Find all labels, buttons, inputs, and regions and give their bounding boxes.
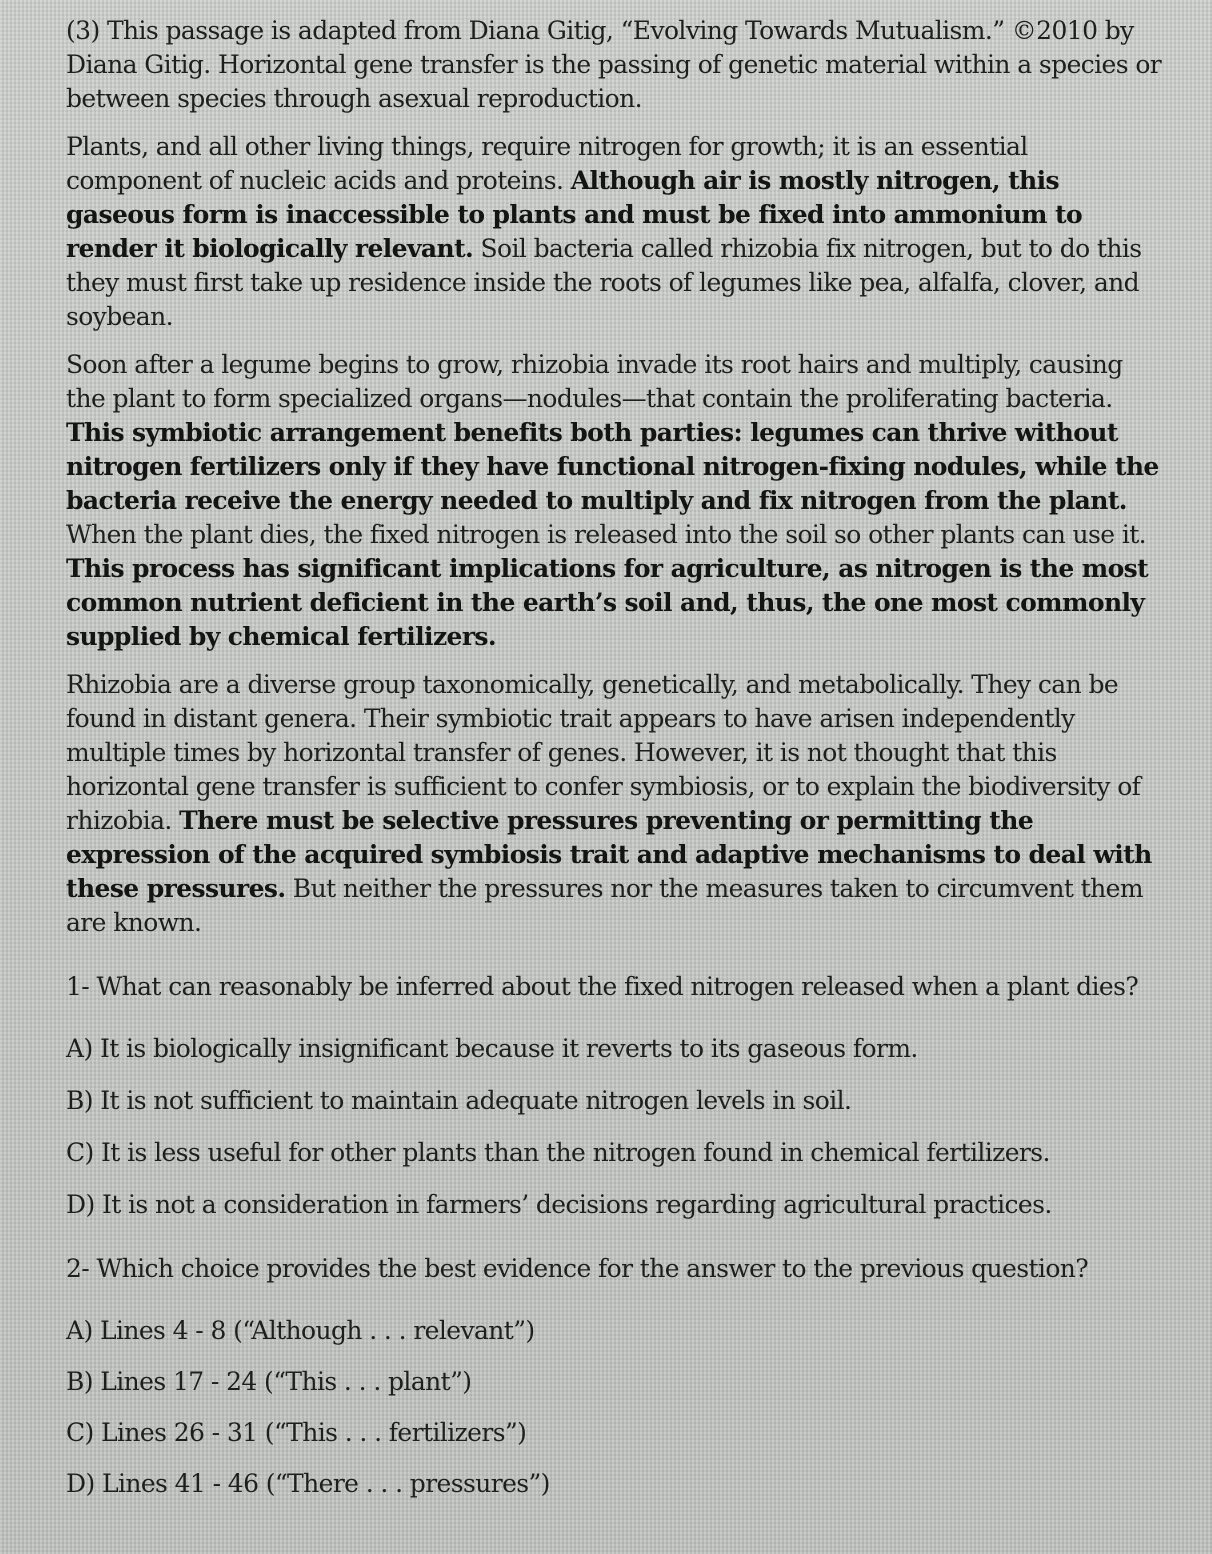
question-2-choice-c[interactable]: C) Lines 26 - 31 (“This . . . fertilizers”)	[66, 1418, 527, 1447]
passage-text-span: When the plant dies, the fixed nitrogen is released into the soil so other plants can use it.	[66, 520, 1147, 549]
question-2-prompt: 2- Which choice provides the best evidence for the answer to the previous question?	[66, 1254, 1089, 1283]
passage-bold-span: This process has significant implications for agriculture, as nitrogen is the most common nutrient deficient in the earth’s soil and, thus, the one most commonly supplied by chemical fertilizers.	[66, 554, 1149, 651]
passage-text-span: But neither the pressures nor the measures taken to circumvent them are known.	[66, 874, 1143, 937]
passage-intro: (3) This passage is adapted from Diana Gitig, “Evolving Towards Mutualism.” ©2010 by Diana Gitig. Horizontal gene transfer is the passing of genetic material within a species or between species through asexual reproduction.	[66, 16, 1162, 113]
passage-bold-span: Although air is mostly nitrogen, this gaseous form is inaccessible to plants and must be fixed into ammonium to render it biologically relevant.	[66, 166, 1083, 263]
question-1-choice-d[interactable]: D) It is not a consideration in farmers’ decisions regarding agricultural practices.	[66, 1190, 1052, 1219]
passage-text-span: Soil bacteria called rhizobia fix nitrogen, but to do this they must first take up residence inside the roots of legumes like pea, alfalfa, clover, and soybean.	[66, 234, 1142, 331]
passage-text-span: Soon after a legume begins to grow, rhizobia invade its root hairs and multiply, causing the plant to form specialized organs—nodules—that contain the proliferating bacteria.	[66, 350, 1123, 413]
question-1-choice-b[interactable]: B) It is not sufficient to maintain adequate nitrogen levels in soil.	[66, 1086, 852, 1115]
question-1-prompt: 1- What can reasonably be inferred about the fixed nitrogen released when a plant dies?	[66, 972, 1139, 1001]
passage-paragraph-3	[66, 668, 1162, 940]
passage-paragraph-2	[66, 348, 1162, 654]
passage-bold-span: There must be selective pressures preventing or permitting the expression of the acquired symbiosis trait and adaptive mechanisms to deal with these pressures.	[66, 806, 1152, 903]
question-1-choice-c[interactable]: C) It is less useful for other plants than the nitrogen found in chemical fertilizers.	[66, 1138, 1050, 1167]
passage-bold-span: This symbiotic arrangement benefits both parties: legumes can thrive without nitrogen fertilizers only if they have functional nitrogen-fixing nodules, while the bacteria receive the energy needed to multiply and fix nitrogen from the plant.	[66, 418, 1159, 515]
passage-text-span: Rhizobia are a diverse group taxonomically, genetically, and metabolically. They can be found in distant genera. Their symbiotic trait appears to have arisen independently multiple times by horizontal transfer of genes. However, it is not thought that this horizontal gene transfer is sufficient to confer symbiosis, or to explain the biodiversity of rhizobia.	[66, 670, 1141, 835]
question-1	[66, 970, 1162, 1222]
passage-text-span: Plants, and all other living things, require nitrogen for growth; it is an essential component of nucleic acids and proteins.	[66, 132, 1028, 195]
question-2-choice-b[interactable]: B) Lines 17 - 24 (“This . . . plant”)	[66, 1367, 472, 1396]
question-2	[66, 1252, 1162, 1501]
passage-paragraph-1	[66, 130, 1162, 334]
question-2-choice-d[interactable]: D) Lines 41 - 46 (“There . . . pressures”)	[66, 1469, 550, 1498]
question-1-choice-a[interactable]: A) It is biologically insignificant because it reverts to its gaseous form.	[66, 1034, 918, 1063]
question-2-choice-a[interactable]: A) Lines 4 - 8 (“Although . . . relevant”)	[66, 1316, 535, 1345]
